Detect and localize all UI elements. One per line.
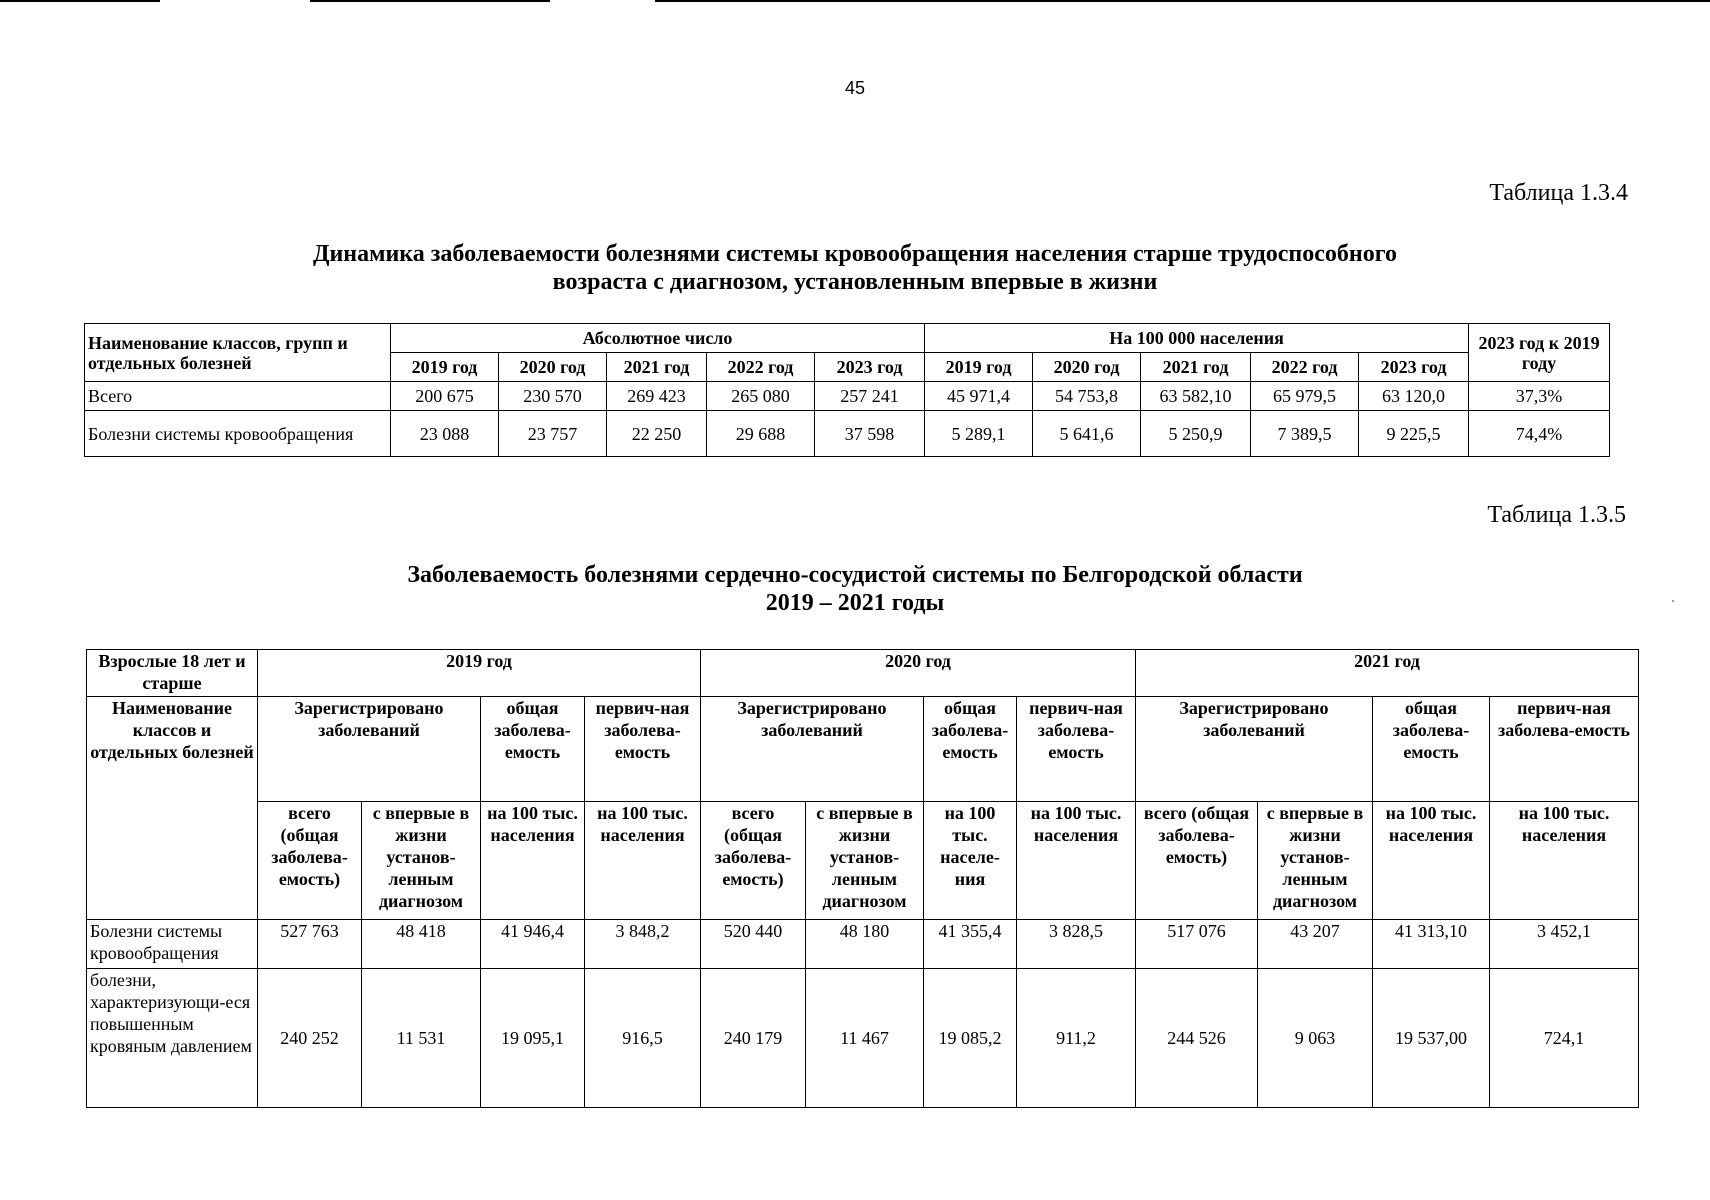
- group-header-per-100k: На 100 000 населения: [925, 324, 1469, 353]
- cell-value: 3 848,2: [585, 920, 701, 969]
- table-title-line: 2019 – 2021 годы: [765, 590, 945, 616]
- table-row: [87, 920, 1639, 969]
- cell-value: 9 225,5: [1359, 411, 1469, 457]
- sub-header-general: общая заболева-емость: [924, 697, 1017, 802]
- table-title-line: Динамика заболеваемости болезнями системы кровообращения населения старше трудоспособного: [312, 241, 1398, 267]
- year-header: 2019 год: [925, 353, 1033, 382]
- corner-header-age: Взрослые 18 лет и старше: [87, 650, 258, 697]
- cell-value: 48 180: [806, 920, 924, 969]
- cell-value: 517 076: [1136, 920, 1258, 969]
- year-header: 2023 год: [815, 353, 925, 382]
- column-header-ratio: 2023 год к 2019 году: [1469, 324, 1610, 382]
- cell-value: 5 250,9: [1141, 411, 1251, 457]
- page-number: 45: [844, 78, 866, 98]
- cell-value: 19 085,2: [924, 969, 1017, 1108]
- cardiovascular-morbidity-table: [86, 649, 1639, 1108]
- table-label: Таблица 1.3.4: [1489, 180, 1628, 206]
- year-header: 2023 год: [1359, 353, 1469, 382]
- scan-mark: [1672, 600, 1674, 602]
- cell-value: 19 095,1: [481, 969, 585, 1108]
- column-header-per-100k: на 100 тыс. населения: [585, 802, 701, 920]
- cell-value: 11 467: [806, 969, 924, 1108]
- year-header: 2019 год: [258, 650, 701, 697]
- column-header-first-time: с впервые в жизни установ-ленным диагнозом: [362, 802, 481, 920]
- cell-value: 63 120,0: [1359, 382, 1469, 411]
- year-header: 2020 год: [701, 650, 1136, 697]
- cell-value: 269 423: [607, 382, 707, 411]
- cell-value: 37 598: [815, 411, 925, 457]
- year-header: 2021 год: [1141, 353, 1251, 382]
- sub-header-general: общая заболева-емость: [1373, 697, 1490, 802]
- cell-value: 63 582,10: [1141, 382, 1251, 411]
- sub-header-primary: первич-ная заболева-емость: [585, 697, 701, 802]
- year-header: 2020 год: [499, 353, 607, 382]
- column-header-total: всего (общая заболева-емость): [1136, 802, 1258, 920]
- row-name: Всего: [85, 382, 391, 411]
- cell-value: 9 063: [1258, 969, 1373, 1108]
- sub-header-primary: первич-ная заболева-емость: [1017, 697, 1136, 802]
- column-header-per-100k: на 100 тыс. населения: [1373, 802, 1490, 920]
- cell-value: 200 675: [391, 382, 499, 411]
- cell-value: 41 946,4: [481, 920, 585, 969]
- cell-value: 37,3%: [1469, 382, 1610, 411]
- row-name: Болезни системы кровообращения: [85, 411, 391, 457]
- cell-value: 22 250: [607, 411, 707, 457]
- cell-value: 11 531: [362, 969, 481, 1108]
- cell-value: 19 537,00: [1373, 969, 1490, 1108]
- table-title-line: возраста с диагнозом, установленным впервые в жизни: [552, 269, 1158, 295]
- column-header-per-100k: на 100 тыс. населения: [481, 802, 585, 920]
- top-border-line: [655, 0, 1710, 2]
- cell-value: 3 828,5: [1017, 920, 1136, 969]
- cell-value: 240 179: [701, 969, 806, 1108]
- cell-value: 244 526: [1136, 969, 1258, 1108]
- column-header-per-100k: на 100 тыс. населения: [1490, 802, 1639, 920]
- year-header: 2022 год: [707, 353, 815, 382]
- corner-header-name: Наименование классов и отдельных болезней: [87, 697, 258, 920]
- cell-value: 5 641,6: [1033, 411, 1141, 457]
- sub-header-general: общая заболева-емость: [481, 697, 585, 802]
- cell-value: 45 971,4: [925, 382, 1033, 411]
- cell-value: 240 252: [258, 969, 362, 1108]
- cell-value: 3 452,1: [1490, 920, 1639, 969]
- table-title-line: Заболеваемость болезнями сердечно-сосудистой системы по Белгородской области: [407, 562, 1303, 588]
- year-header: 2021 год: [1136, 650, 1639, 697]
- table-title: [0, 561, 1710, 617]
- sub-header-registered: Зарегистрировано заболеваний: [701, 697, 924, 802]
- cell-value: 7 389,5: [1251, 411, 1359, 457]
- column-header-total: всего (общая заболева-емость): [701, 802, 806, 920]
- cell-value: 257 241: [815, 382, 925, 411]
- group-header-absolute: Абсолютное число: [391, 324, 925, 353]
- table-row: [87, 969, 1639, 1108]
- cell-value: 43 207: [1258, 920, 1373, 969]
- cell-value: 41 313,10: [1373, 920, 1490, 969]
- table-title: [0, 240, 1710, 296]
- cell-value: 65 979,5: [1251, 382, 1359, 411]
- row-name: болезни, характеризующи-еся повышенным кровяным давлением: [87, 969, 258, 1108]
- cell-value: 230 570: [499, 382, 607, 411]
- cell-value: 520 440: [701, 920, 806, 969]
- morbidity-dynamics-table: [84, 323, 1610, 457]
- sub-header-registered: Зарегистрировано заболеваний: [1136, 697, 1373, 802]
- table-label: Таблица 1.3.5: [1487, 502, 1626, 528]
- row-name: Болезни системы кровообращения: [87, 920, 258, 969]
- cell-value: 29 688: [707, 411, 815, 457]
- year-header: 2019 год: [391, 353, 499, 382]
- cell-value: 48 418: [362, 920, 481, 969]
- sub-header-registered: Зарегистрировано заболеваний: [258, 697, 481, 802]
- cell-value: 74,4%: [1469, 411, 1610, 457]
- column-header-per-100k: на 100 тыс. населения: [1017, 802, 1136, 920]
- cell-value: 54 753,8: [1033, 382, 1141, 411]
- top-border-line: [310, 0, 550, 2]
- cell-value: 916,5: [585, 969, 701, 1108]
- cell-value: 527 763: [258, 920, 362, 969]
- column-header-total: всего (общая заболева-емость): [258, 802, 362, 920]
- cell-value: 5 289,1: [925, 411, 1033, 457]
- year-header: 2021 год: [607, 353, 707, 382]
- cell-value: 23 757: [499, 411, 607, 457]
- cell-value: 265 080: [707, 382, 815, 411]
- cell-value: 23 088: [391, 411, 499, 457]
- column-header-first-time: с впервые в жизни установ-ленным диагнозом: [806, 802, 924, 920]
- table-row: [85, 411, 1610, 457]
- table-row: [85, 382, 1610, 411]
- column-header-name: Наименование классов, групп и отдельных болезней: [85, 324, 391, 382]
- column-header-first-time: с впервые в жизни установ-ленным диагнозом: [1258, 802, 1373, 920]
- cell-value: 724,1: [1490, 969, 1639, 1108]
- year-header: 2020 год: [1033, 353, 1141, 382]
- sub-header-primary: первич-ная заболева-емость: [1490, 697, 1639, 802]
- column-header-per-100k: на 100 тыс. населе-ния: [924, 802, 1017, 920]
- cell-value: 41 355,4: [924, 920, 1017, 969]
- cell-value: 911,2: [1017, 969, 1136, 1108]
- top-border-line: [0, 0, 160, 2]
- year-header: 2022 год: [1251, 353, 1359, 382]
